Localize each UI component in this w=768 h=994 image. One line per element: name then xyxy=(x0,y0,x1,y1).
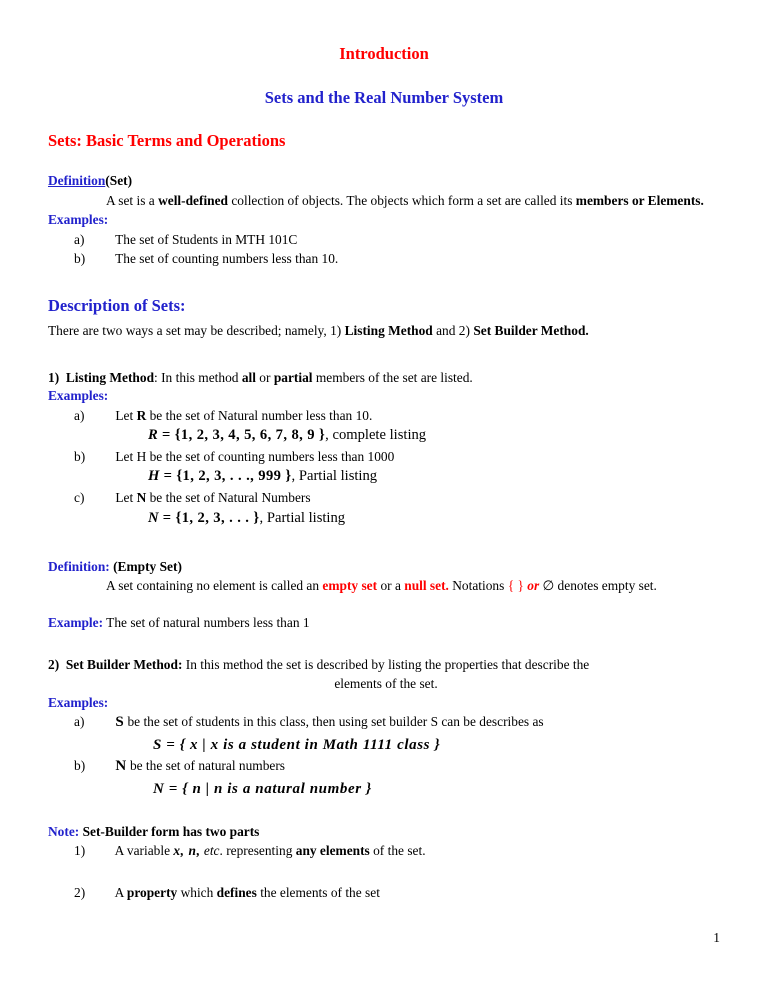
note-title: Set-Builder form has two parts xyxy=(79,823,260,839)
listing-method-bold-partial: partial xyxy=(273,369,313,385)
list-text-post: be the set of Natural Numbers xyxy=(146,490,311,506)
example-text-empty: The set of natural numbers less than 1 xyxy=(103,615,310,631)
equation-n xyxy=(148,508,720,530)
list-text-pre: Let xyxy=(115,407,137,423)
page-number: 1 xyxy=(713,930,720,945)
definition-label: Definition xyxy=(48,173,106,189)
empty-red-empty-set: empty set xyxy=(322,578,378,594)
definition-empty-set-heading xyxy=(48,558,720,577)
list-marker: b) xyxy=(74,758,86,774)
note-label: Note: xyxy=(48,823,80,839)
note-items-2 xyxy=(48,883,720,902)
empty-text-4: denotes empty set. xyxy=(554,578,657,594)
definition-label-empty: Definition: xyxy=(48,558,110,574)
note-text-3: of the set. xyxy=(369,843,426,859)
listing-method-heading xyxy=(48,369,720,388)
list-item xyxy=(74,841,720,860)
examples-list-set-builder-a xyxy=(48,712,720,734)
equation-rhs: = {1, 2, 3, . . . } xyxy=(162,509,260,526)
definition-set-body xyxy=(106,191,718,211)
listing-method-number: 1) xyxy=(48,369,60,385)
equation-set-builder-n: N = { n | n is a natural number } xyxy=(153,781,372,798)
set-builder-text-1: In this method the set is described by listing the properties that describe the xyxy=(182,656,590,672)
note-text-2: . representing xyxy=(219,843,296,859)
equation-note: , Partial listing xyxy=(291,468,378,485)
empty-red-or: or xyxy=(527,578,540,594)
example-label-empty: Example: xyxy=(48,615,104,631)
listing-method-text-2: or xyxy=(255,369,274,385)
examples-label-set-builder: Examples: xyxy=(48,694,109,710)
set-builder-heading xyxy=(48,655,720,674)
note2-text-2: which xyxy=(177,884,217,900)
examples-label-listing: Examples: xyxy=(48,388,109,404)
definition-text-2: collection of objects. The objects which form a set are called its xyxy=(228,192,576,208)
set-letter-r: R xyxy=(136,407,147,423)
list-marker: a) xyxy=(74,407,85,423)
list-text-pre: Let xyxy=(115,490,137,506)
equation-set-builder-s: S = { x | x is a student in Math 1111 class } xyxy=(153,736,441,753)
examples-list-listing-c xyxy=(48,488,720,507)
note-italic-etc: etc xyxy=(200,843,220,859)
definition-text-1: A set is a xyxy=(106,192,159,208)
definition-empty-set-body xyxy=(106,576,718,596)
empty-text-1: A set containing no element is called an xyxy=(106,578,323,594)
description-bold-listing-method: Listing Method xyxy=(344,323,433,339)
note2-text-1: A xyxy=(114,884,127,900)
equation-h xyxy=(148,466,720,488)
note-text-1: A variable xyxy=(114,843,174,859)
equation-rhs: = {1, 2, 3, . . ., 999 } xyxy=(163,468,292,485)
list-marker: b) xyxy=(74,250,86,266)
definition-bold-well-defined: well-defined xyxy=(158,192,228,208)
list-item xyxy=(74,406,720,425)
list-text: The set of counting numbers less than 10. xyxy=(115,250,339,266)
set-builder-number: 2) xyxy=(48,656,60,672)
page-title-introduction: Introduction xyxy=(339,44,429,63)
heading-description-of-sets: Description of Sets: xyxy=(48,296,186,316)
set-builder-title: Set Builder Method: xyxy=(65,656,183,672)
definition-term-empty: (Empty Set) xyxy=(109,558,182,574)
list-item xyxy=(74,712,720,734)
note2-text-3: the elements of the set xyxy=(256,884,380,900)
list-marker: 1) xyxy=(74,843,86,859)
listing-method-text-3: members of the set are listed. xyxy=(312,369,473,385)
set-letter-s: S xyxy=(115,714,125,731)
list-marker: b) xyxy=(74,449,86,464)
listing-method-text-1: : In this method xyxy=(154,369,242,385)
list-item xyxy=(74,488,720,507)
list-text: be the set of natural numbers xyxy=(126,758,285,774)
note2-bold-property: property xyxy=(126,884,178,900)
listing-method-bold-all: all xyxy=(241,369,256,385)
list-text: The set of Students in MTH 101C xyxy=(115,231,298,247)
empty-set-symbol-icon: ∅ xyxy=(542,578,555,594)
examples-list-set-builder-b xyxy=(48,756,720,778)
list-text-pre: Let xyxy=(115,449,137,464)
description-bold-set-builder-method: Set Builder Method. xyxy=(473,323,589,339)
list-text-post: be the set of Natural number less than 10. xyxy=(146,407,373,423)
list-text: be the set of students in this class, then using set builder S can be describes as xyxy=(124,714,544,730)
note-math-vars: x, n, xyxy=(173,843,201,859)
equation-lhs: H xyxy=(148,468,160,485)
example-empty-set xyxy=(48,614,720,633)
description-text-2: and 2) xyxy=(432,323,474,339)
list-marker: 2) xyxy=(74,884,86,900)
equation-note: , Partial listing xyxy=(259,509,346,526)
list-item xyxy=(74,230,720,249)
page-subtitle: Sets and the Real Number System xyxy=(264,87,504,107)
note-bold-any-elements: any elements xyxy=(295,843,370,859)
equation-r xyxy=(148,425,720,447)
equation-note: , complete listing xyxy=(325,427,427,444)
set-letter-n: N xyxy=(136,490,147,506)
empty-red-null-set: null set. xyxy=(404,578,449,594)
set-letter-n-builder: N xyxy=(115,758,127,775)
definition-term: (Set) xyxy=(105,173,133,189)
list-item xyxy=(74,249,720,268)
description-text-1: There are two ways a set may be described; namely, 1) xyxy=(48,323,345,339)
empty-text-3: Notations xyxy=(448,578,508,594)
note-heading xyxy=(48,823,720,842)
equation-lhs: R xyxy=(148,427,159,444)
list-item xyxy=(74,883,720,902)
set-builder-heading-line2: elements of the set. xyxy=(334,676,438,692)
note-items xyxy=(48,841,720,860)
definition-set-heading xyxy=(48,172,720,191)
listing-method-title: Listing Method xyxy=(65,369,155,385)
list-marker: c) xyxy=(74,490,85,506)
examples-list-listing xyxy=(48,406,720,425)
note2-bold-defines: defines xyxy=(216,884,257,900)
list-text-post: be the set of counting numbers less than 1000 xyxy=(146,449,395,464)
description-intro xyxy=(48,322,720,341)
set-letter-h: H xyxy=(136,449,147,464)
heading-sets-basic-terms: Sets: Basic Terms and Operations xyxy=(48,130,286,150)
definition-bold-members: members or Elements. xyxy=(575,192,704,208)
examples-list-sets xyxy=(48,230,720,269)
list-marker: a) xyxy=(74,231,85,247)
examples-label-sets: Examples: xyxy=(48,212,109,227)
list-item xyxy=(74,756,720,778)
list-marker: a) xyxy=(74,714,85,730)
empty-text-2: or a xyxy=(377,578,405,594)
list-item xyxy=(74,447,720,466)
equation-rhs: = {1, 2, 3, 4, 5, 6, 7, 8, 9 } xyxy=(162,427,326,444)
equation-lhs: N xyxy=(148,509,160,526)
examples-list-listing-b xyxy=(48,447,720,466)
empty-red-brace: { } xyxy=(507,578,524,594)
